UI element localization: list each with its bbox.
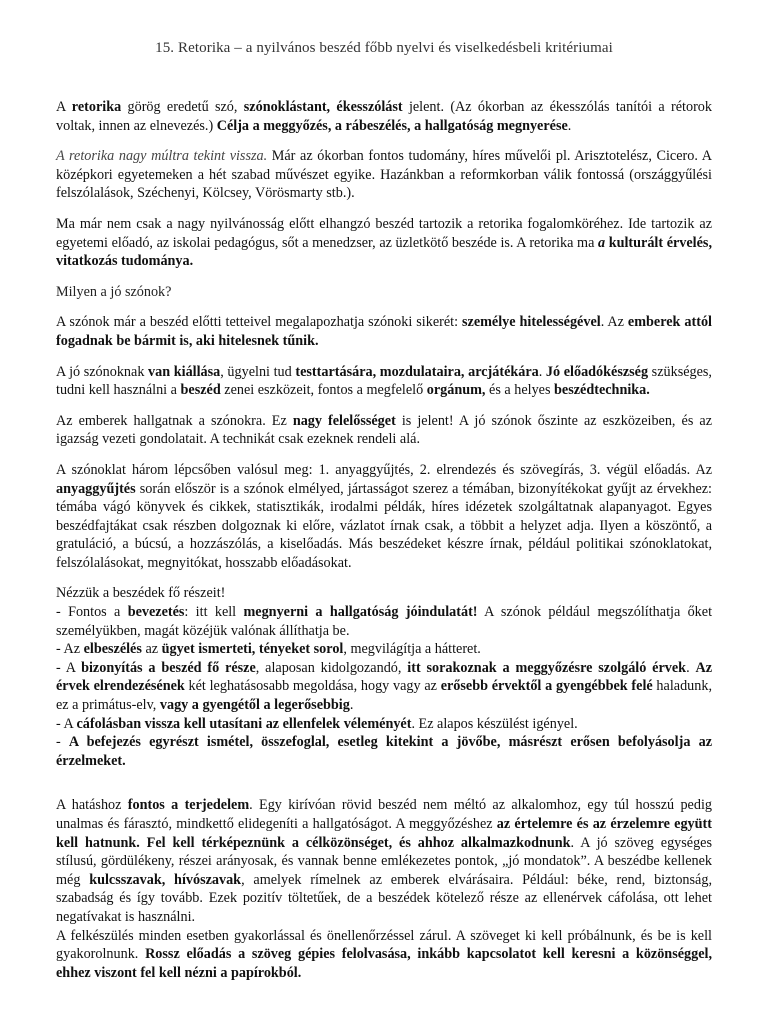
speech-part-refutation: - A cáfolásban vissza kell utasítani az ellenfelek véleményét. Ez alapos készülést igényel. [56, 715, 578, 732]
speech-part-argumentation: - A bizonyítás a beszéd fő része, alaposan kidolgozandó, itt sorakoznak a meggyőzésre szolgáló érvek. Az érvek elrendezésének két leghatásosabb megoldása, hogy vagy az erősebb érvektől a gyengébbek felé haladunk, ez a primátus-elv, vagy a gyengétől a legerősebbig. [56, 659, 713, 714]
paragraph-history: A retorika nagy múltra tekint vissza. Már az ókorban fontos tudomány, híres művelői pl. Arisztotelész, Cicero. A középkori egyetemeken a hét szabad művészet egyike. Hazánkban a reformkorban válik fontossá (országgyűlési felszólalások, Széchenyi, Kölcsey, Vörösmarty stb.). [56, 148, 712, 202]
paragraph-length-and-effect: A hatáshoz fontos a terjedelem. Egy kirívóan rövid beszéd nem méltó az alkalomhoz, egy túl hosszú pedig unalmas és fárasztó, mindkettő elidegeníti a hallgatóságot. A meggyőzéshez az értelemre és az érzelemre együtt kell hatnunk. Fel kell térképeznünk a célközönséget, és ahhoz alkalmazkodnunk. A jó szöveg egységes stílusú, gördülékeny, részei arányosak, és vannak benne emlékezetes pontok, „jó mondatok”. A beszédbe kellenek még kulcsszavak, hívószavak, amelyek rímelnek az emberek elvárásaira. Például: béke, rend, biztonság, szabadság és így tovább. Ezek pozitív töltetűek, de a beszédek kötelező része az ellenérvek cáfolása, ott lehet negatívakat is használni. [56, 797, 713, 925]
speech-parts-section [56, 584, 712, 770]
paragraph-responsibility: Az emberek hallgatnak a szónokra. Ez nagy felelősséget is jelent! A jó szónok őszinte az eszközeiben, és az igazság vezeti gondolatait. A technikát csak ezeknek rendeli alá. [56, 412, 712, 448]
section-heading-good-speaker: Milyen a jó szónok? [56, 283, 172, 300]
speech-part-narration: - Az elbeszélés az ügyet ismerteti, tényeket sorol, megvilágítja a hátteret. [56, 641, 481, 658]
paragraph-modern-scope: Ma már nem csak a nagy nyilvánosság előtt elhangzó beszéd tartozik a retorika fogalomköréhez. Ide tartozik az egyetemi előadó, az iskolai pedagógus, sőt a menedzser, az üzletkötő beszéde is. A retorika ma a kulturált érvelés, vitatkozás tudománya. [56, 215, 712, 270]
document-body [56, 98, 712, 982]
paragraph-three-steps: A szónoklat három lépcsőben valósul meg: 1. anyaggyűjtés, 2. elrendezés és szövegírás, 3. végül előadás. Az anyaggyűjtés során először is a szónok elmélyed, jártasságot szerez a témában, bizonyítékokat gyűjt az érvekhez: témába vágó könyvek és cikkek, statisztikák, irodalmi példák, híres idézetek szolgáltatnak alapanyagot. Egyes beszédfajtákat csak részben dolgoznak ki előre, vázlatot írnak csak, a többit a helyzet adja. Ilyen a köszöntő, a gratuláció, a búcsú, a hozzászólás, a kiselőadás. Más beszédeket készre írnak, például politikai szónoklatokat, felszólalásokat, megnyitókat, hosszabb előadásokat. [56, 461, 712, 571]
paragraph-definition: A retorika görög eredetű szó, szónoklástant, ékesszólást jelent. (Az ókorban az ékesszólás tanítói a rétorok voltak, innen az elnevezés.) Célja a meggyőzés, a rábeszélés, a hallgatóság megnyerése. [56, 99, 712, 134]
paragraph-preparation: A felkészülés minden esetben gyakorlással és önellenőrzéssel zárul. A szöveget ki kell próbálnunk, és be is kell gyakorolnunk. Rossz előadás a szöveg gépies felolvasása, inkább kapcsolatot kell keresni a közönséggel, ehhez viszont fel kell nézni a papírokból. [56, 927, 712, 981]
speech-part-introduction: - Fontos a bevezetés: itt kell megnyerni a hallgatóság jóindulatát! A szónok például megszólíthatja őket személyükben, magát közéjük valónak állíthatja be. [56, 604, 713, 639]
speech-parts-intro: Nézzük a beszédek fő részeit! [56, 585, 226, 602]
speech-part-conclusion: - A befejezés egyrészt ismétel, összefoglal, esetleg kitekint a jövőbe, másrészt erősen befolyásolja az érzelmeket. [56, 734, 712, 769]
paragraph-credibility: A szónok már a beszéd előtti tetteivel megalapozhatja szónoki sikerét: személye hitelességével. Az emberek attól fogadnak be bármit is, aki hitelesnek tűnik. [56, 314, 712, 349]
document-title: 15. Retorika – a nyilvános beszéd főbb nyelvi és viselkedésbeli kritériumai [155, 40, 613, 56]
paragraph-presence: A jó szónoknak van kiállása, ügyelni tud testtartására, mozdulataira, arcjátékára. Jó előadókészség szükséges, tudni kell használni a beszéd zenei eszközeit, fontos a megfelelő orgánum, és a helyes beszédtechnika. [56, 363, 712, 399]
